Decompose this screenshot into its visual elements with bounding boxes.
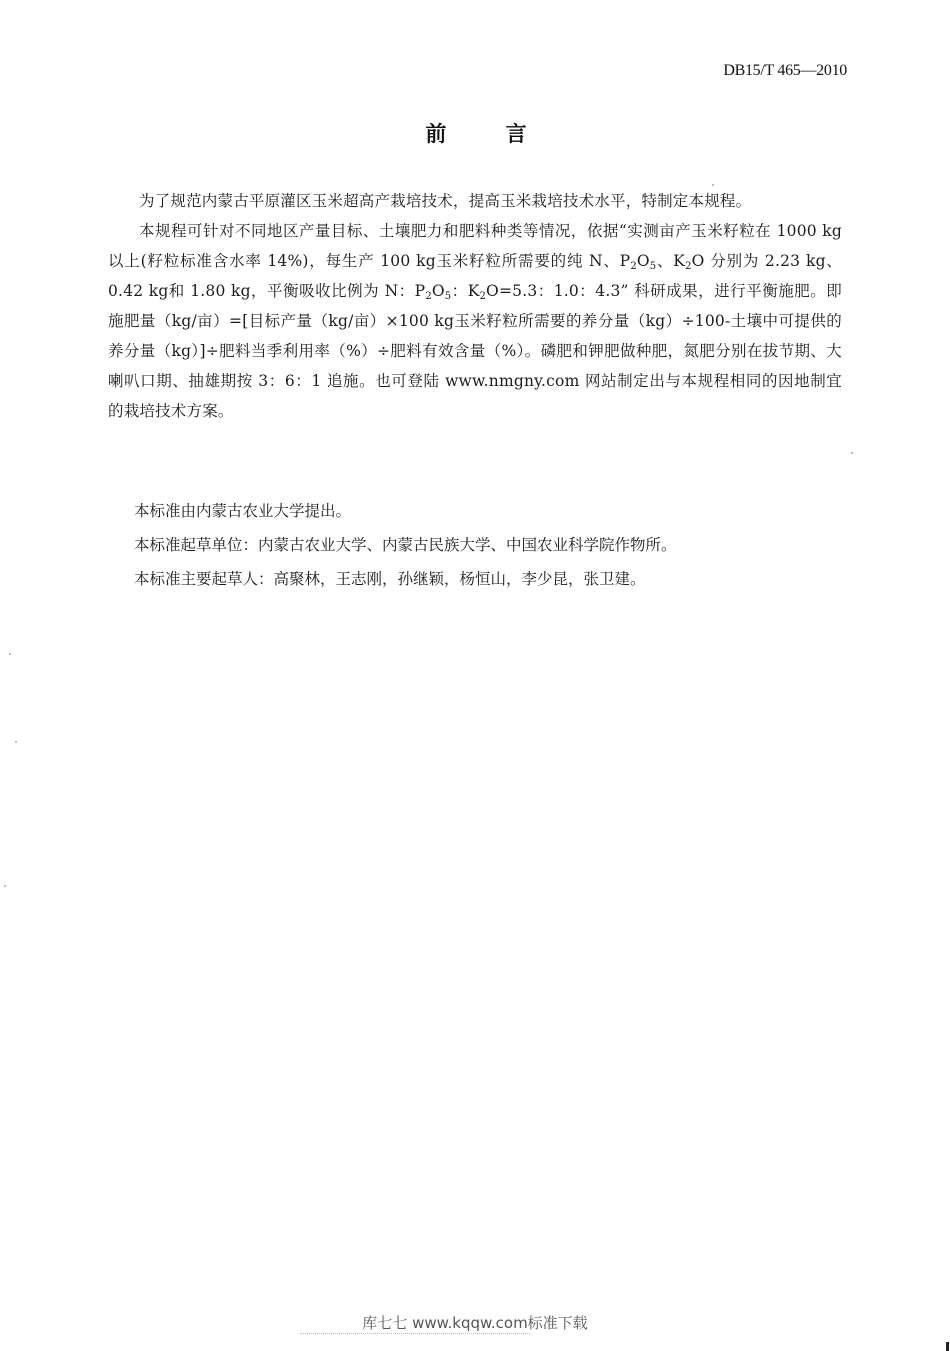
text-segment: O 分别为 2.23 kg、0.42 kg和 1.80 kg，平衡吸收比例为 N：P	[108, 252, 842, 300]
drafters-line: 本标准主要起草人：高聚林，王志刚，孙继颖，杨恒山，李少昆，张卫建。	[134, 570, 646, 588]
text-segment: O	[636, 252, 650, 270]
text-segment: 本规程可针对不同地区产量目标、土壤肥力和肥料种类等情况，依据“实测亩产玉米籽粒在 1000 kg 以上(籽粒标准含水率 14%)，每生产 100 kg玉米籽粒所需要的纯 N、P	[108, 222, 842, 270]
subscript: 2	[425, 291, 432, 302]
standard-metadata	[108, 494, 842, 596]
scan-speck	[9, 653, 11, 655]
document-code: DB15/T 465—2010	[723, 62, 847, 79]
scan-artifact-line	[300, 1333, 530, 1335]
subscript: 2	[479, 291, 487, 302]
scan-speck	[15, 741, 17, 743]
foreword-body	[108, 186, 842, 426]
text-segment: O	[431, 282, 445, 300]
subscript: 5	[444, 291, 452, 302]
text-segment: O=5.3：1.0：4.3” 科研成果，进行平衡施肥。即施肥量（kg/亩）=[目标产量（kg/亩）×100 kg玉米籽粒所需要的养分量（kg）÷100-土壤中可提供的养分量（kg）]÷肥料当季利用率（%）÷肥料有效含量（%）。磷肥和钾肥做种肥，氮肥分别在拔节期、大喇叭口期、抽雄期按 3：6：1 追施。也可登陆 www.nmgny.com 网站制定出与本规程相同的因地制宜的栽培技术方案。	[108, 282, 843, 420]
subscript: 2	[685, 261, 692, 272]
proposer-line: 本标准由内蒙古农业大学提出。	[134, 502, 352, 520]
page-title: 前 言	[425, 122, 553, 146]
scan-edge-mark	[946, 1342, 949, 1351]
paragraph-method	[108, 216, 842, 426]
drafting-units-line: 本标准起草单位：内蒙古农业大学、内蒙古民族大学、中国农业科学院作物所。	[134, 536, 677, 554]
scan-speck	[851, 452, 853, 454]
text-segment: ：K	[451, 282, 480, 300]
paragraph-purpose: 为了规范内蒙古平原灌区玉米超高产栽培技术，提高玉米栽培技术水平，特制定本规程。	[139, 192, 752, 210]
text-segment: 、K	[656, 252, 686, 270]
subscript: 5	[649, 261, 657, 272]
scan-speck	[4, 885, 6, 887]
scan-speck	[712, 184, 714, 186]
subscript: 2	[630, 261, 637, 272]
footer-watermark: 库七七 www.kqqw.com标准下载	[362, 1314, 588, 1332]
